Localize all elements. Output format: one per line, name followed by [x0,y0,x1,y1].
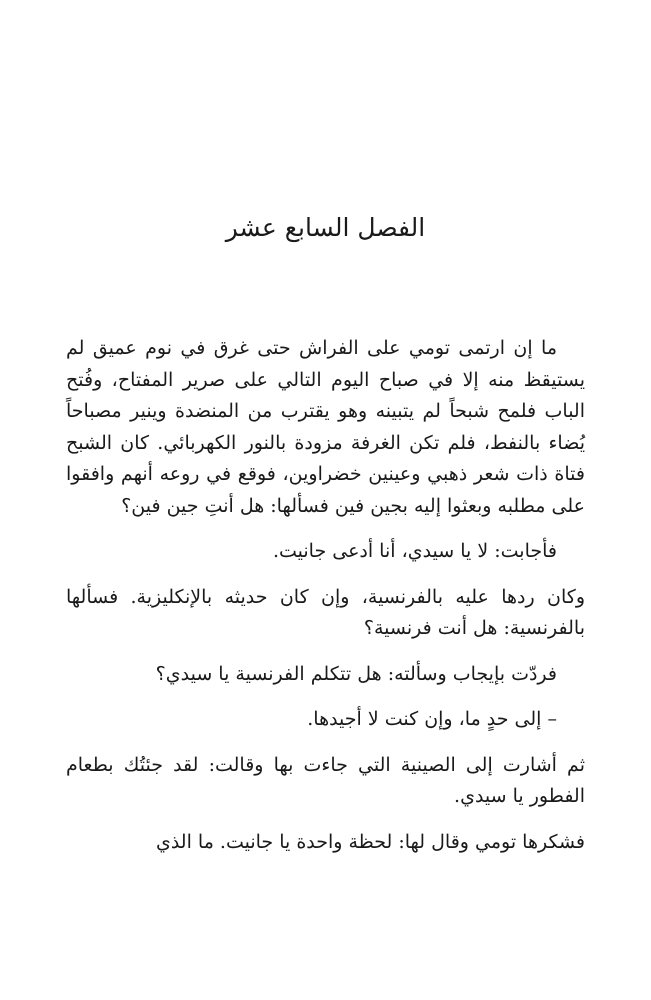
chapter-body [66,333,585,858]
chapter-title: الفصل السابع عشر [225,213,426,242]
paragraph: ثم أشارت إلى الصينية التي جاءت بها وقالت: لقد جئتُك بطعام الفطور يا سيدي. [66,753,585,807]
paragraph: فشكرها تومي وقال لها: لحظة واحدة يا جانيت. ما الذي [155,830,585,853]
paragraph-opening: ما إن ارتمى تومي على الفراش حتى غرق في نوم عميق لم يستيقظ منه إلا في صباح اليوم التالي على صرير المفتاح، وفُتح الباب فلمح شبحاً لم يتبينه وهو يقترب من المنضدة وينير مصباحاً يُضاء بالنفط، فلم تكن الغرفة مزودة بالنور الكهربائي. كان الشبح فتاة ذات شعر ذهبي وعينين خضراوين، فوقع في روعه أنهم وافقوا على مطلبه وبعثوا إليه بجين فين فسألها: هل أنتِ جين فين؟ [66,337,585,517]
paragraph-dialogue: فأجابت: لا يا سيدي، أنا أدعى جانيت. [272,540,557,562]
paragraph-dialogue: – إلى حدٍ ما، وإن كنت لا أجيدها. [307,708,557,730]
paragraph: وكان ردها عليه بالفرنسية، وإن كان حديثه بالإنكليزية. فسألها بالفرنسية: هل أنت فرنسية؟ [66,585,585,639]
paragraph-dialogue: فردّت بإيجاب وسألته: هل تتكلم الفرنسية يا سيدي؟ [155,662,557,685]
